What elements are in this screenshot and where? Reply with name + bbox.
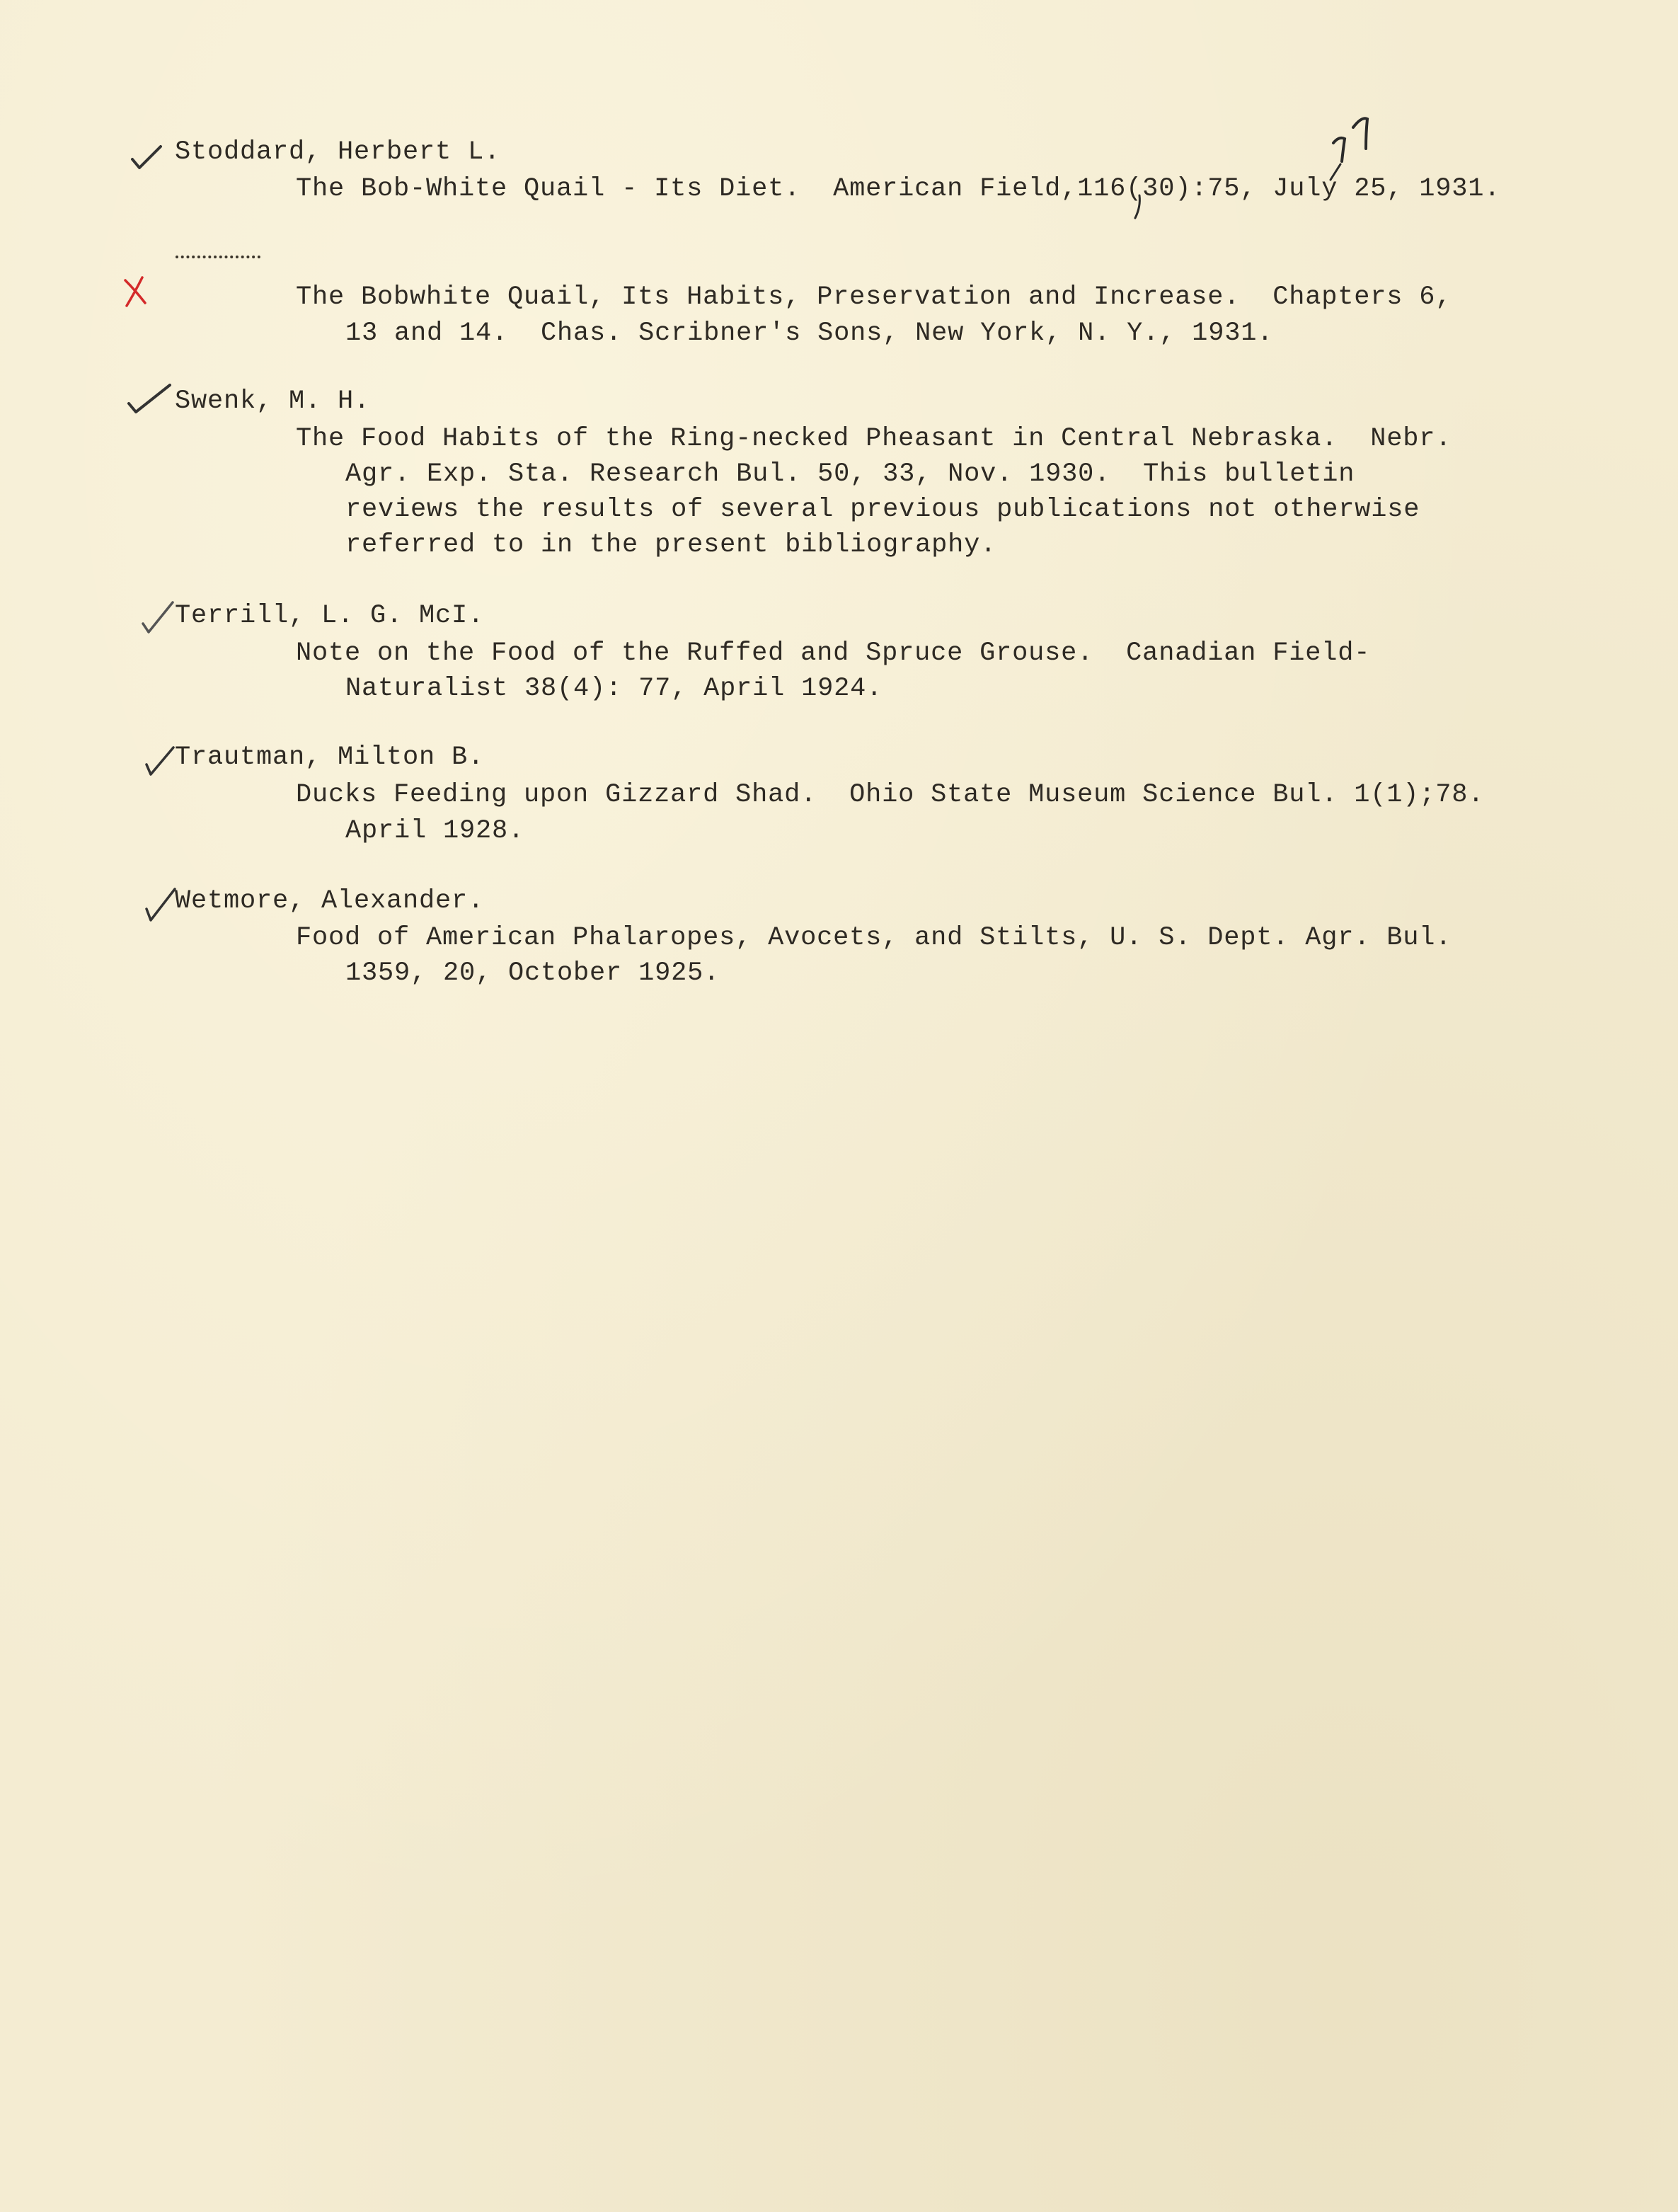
entry-author: Swenk, M. H. [175,386,371,416]
same-author-dash [176,256,260,261]
entry-citation-line: 13 and 14. Chas. Scribner's Sons, New York, N. Y., 1931. [345,319,1274,348]
entry-citation-line: The Bobwhite Quail, Its Habits, Preservation and Increase. Chapters 6, [296,282,1452,312]
check-mark-icon [144,743,176,777]
entry-citation-line: Note on the Food of the Ruffed and Spruce Grouse. Canadian Field- [296,638,1371,668]
check-mark-icon [126,382,173,416]
entry-author: Trautman, Milton B. [175,743,485,772]
entry-citation-line: reviews the results of several previous publications not otherwise [345,495,1420,525]
check-mark-icon [130,144,165,172]
entry-citation-line: Agr. Exp. Sta. Research Bul. 50, 33, Nov. 1930. This bulletin [345,459,1355,489]
check-mark-icon [140,600,176,636]
entry-author: Stoddard, Herbert L. [175,137,501,167]
entry-author: Wetmore, Alexander. [175,886,485,916]
handwritten-page-number [1329,112,1379,168]
red-x-mark-icon [121,275,149,309]
entry-citation-line: Naturalist 38(4): 77, April 1924. [345,674,883,704]
entry-citation-line: 1359, 20, October 1925. [345,958,720,988]
entry-author: Terrill, L. G. McI. [175,601,485,631]
entry-citation-line: The Food Habits of the Ring-necked Pheasant in Central Nebraska. Nebr. [296,424,1452,454]
entry-citation-line: The Bob-White Quail - Its Diet. American Field,116(30):75, July 25, 1931. [296,174,1501,204]
entry-citation-line: referred to in the present bibliography. [345,530,997,560]
entry-citation-line: Ducks Feeding upon Gizzard Shad. Ohio State Museum Science Bul. 1(1);78. [296,780,1485,810]
entry-citation-line: Food of American Phalaropes, Avocets, and Stilts, U. S. Dept. Agr. Bul. [296,923,1452,953]
check-mark-icon [144,886,176,923]
entry-citation-line: April 1928. [345,816,525,846]
